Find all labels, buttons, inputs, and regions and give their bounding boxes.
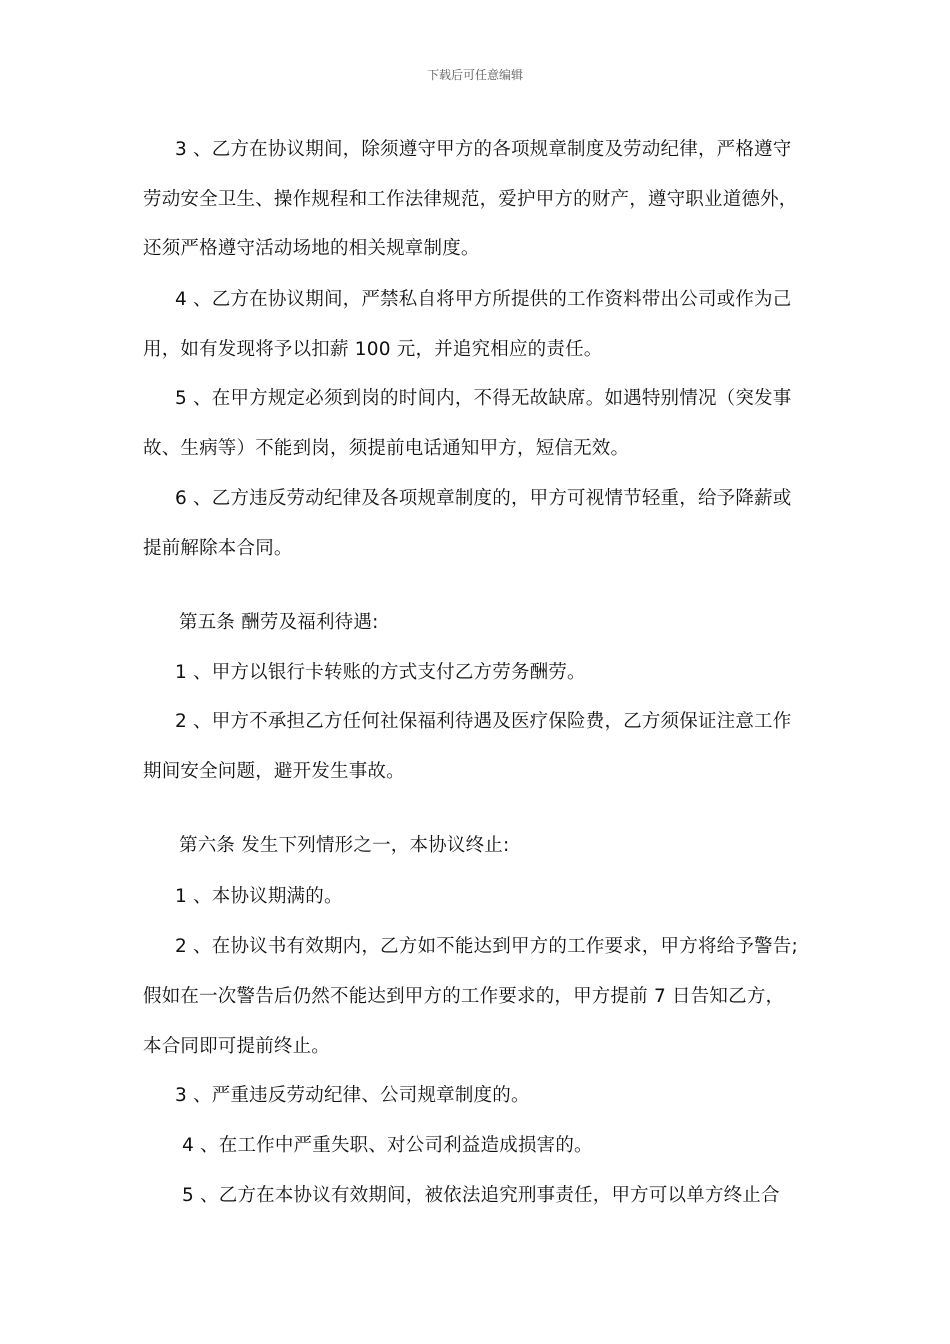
article-6-item-3: 3 、严重违反劳动纪律、公司规章制度的。 — [175, 1085, 530, 1106]
article-6-item-4: 4 、在工作中严重失职、对公司利益造成损害的。 — [182, 1135, 593, 1156]
article-5-heading: 第五条 酬劳及福利待遇: — [179, 612, 379, 633]
clause-3-line-3: 还须严格遵守活动场地的相关规章制度。 — [143, 238, 480, 259]
clause-4-line-2: 用，如有发现将予以扣薪 100 元，并追究相应的责任。 — [143, 339, 603, 360]
article-6-item-2-line-3: 本合同即可提前终止。 — [143, 1036, 331, 1057]
clause-4-line-1: 4 、乙方在协议期间，严禁私自将甲方所提供的工作资料带出公司或作为己 — [175, 289, 792, 310]
article-5-item-2-line-1: 2 、甲方不承担乙方任何社保福利待遇及医疗保险费，乙方须保证注意工作 — [175, 711, 792, 732]
article-6-item-2-line-2: 假如在一次警告后仍然不能达到甲方的工作要求的，甲方提前 7 日告知乙方， — [143, 986, 785, 1007]
article-6-item-2-line-1: 2 、在协议书有效期内，乙方如不能达到甲方的工作要求，甲方将给予警告; — [175, 936, 798, 957]
article-6-heading: 第六条 发生下列情形之一，本协议终止: — [179, 835, 510, 856]
page-header: 下载后可任意编辑 — [426, 68, 523, 82]
clause-5-line-2: 故、生病等）不能到岗，须提前电话通知甲方，短信无效。 — [143, 438, 630, 459]
clause-5-line-1: 5 、在甲方规定必须到岗的时间内，不得无故缺席。如遇特别情况（突发事 — [175, 388, 792, 409]
clause-6-line-1: 6 、乙方违反劳动纪律及各项规章制度的，甲方可视情节轻重，给予降薪或 — [175, 488, 792, 509]
article-5-item-2-line-2: 期间安全问题，避开发生事故。 — [143, 761, 405, 782]
article-5-item-1: 1 、甲方以银行卡转账的方式支付乙方劳务酬劳。 — [175, 662, 586, 683]
clause-3-line-1: 3 、乙方在协议期间，除须遵守甲方的各项规章制度及劳动纪律，严格遵守 — [175, 139, 792, 160]
article-6-item-1: 1 、本协议期满的。 — [175, 886, 343, 907]
article-6-item-5-line-1: 5 、乙方在本协议有效期间，被依法追究刑事责任，甲方可以单方终止合 — [182, 1185, 780, 1206]
clause-6-line-2: 提前解除本合同。 — [143, 538, 293, 559]
clause-3-line-2: 劳动安全卫生、操作规程和工作法律规范，爱护甲方的财产，遵守职业道德外， — [143, 189, 798, 210]
